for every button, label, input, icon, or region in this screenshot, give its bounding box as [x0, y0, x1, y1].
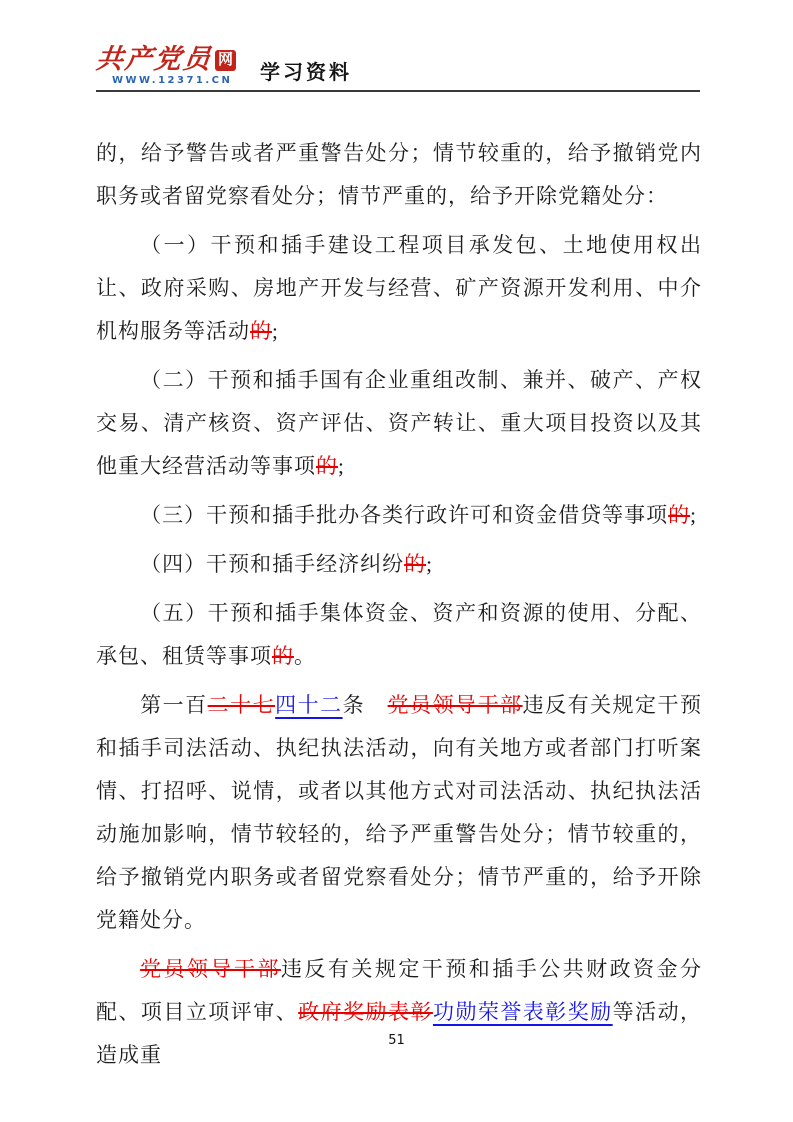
deleted-text-run: 政府奖励表彰 — [298, 1000, 433, 1024]
text-run: 第一百 — [140, 693, 208, 717]
logo-row — [96, 46, 236, 74]
page-number: 51 — [388, 1033, 405, 1048]
paragraph — [96, 592, 702, 678]
logo-url-text: WWW.12371.CN — [112, 75, 233, 86]
text-run: 违反有关规定干预和插手司法活动、执纪执法活动，向有关地方或者部门打听案情、打招呼、说情，或者以其他方式对司法活动、执纪执法活动施加影响，情节较轻的，给予严重警告处分；情节较重的，给予撤销党内职务或者留党察看处分；情节严重的，给予开除党籍处分。 — [96, 693, 703, 932]
paragraph — [96, 543, 702, 586]
text-run: （一）干预和插手建设工程项目承发包、土地使用权出让、政府采购、房地产开发与经营、矿产资源开发利用、中介机构服务等活动 — [96, 233, 702, 343]
text-run: ; — [338, 454, 345, 478]
inserted-text-run: 四十二 — [275, 693, 343, 717]
text-run: 违反有关规定干预和插手公共财政资金分配、项目立项评审、 — [96, 957, 703, 1024]
paragraph — [96, 224, 702, 353]
text-run: （二）干预和插手国有企业重组改制、兼并、破产、产权交易、清产核资、资产评估、资产转让、重大项目投资以及其他重大经营活动等事项 — [96, 368, 702, 478]
paragraph — [96, 359, 702, 488]
paragraph — [96, 684, 702, 942]
deleted-text-run: 的 — [404, 552, 427, 576]
deleted-text-run: 的 — [250, 319, 272, 343]
logo-calligraphy-text: 共产党员 — [94, 44, 214, 75]
text-run: 条 — [342, 693, 388, 717]
inserted-text-run: 功勋荣誉表彰奖励 — [432, 1000, 613, 1024]
text-run: （五）干预和插手集体资金、资产和资源的使用、分配、承包、租赁等事项 — [96, 601, 702, 668]
paragraph — [96, 948, 702, 1077]
deleted-text-run: 的 — [272, 644, 294, 668]
site-logo — [96, 46, 236, 86]
text-run: 。 — [294, 644, 316, 668]
deleted-text-run: 的 — [316, 454, 338, 478]
logo-net-badge-icon: 网 — [215, 50, 236, 71]
text-run: 的，给予警告或者严重警告处分；情节较重的，给予撤销党内职务或者留党察看处分；情节严重的，给予开除党籍处分： — [96, 141, 702, 208]
page-header — [96, 46, 700, 92]
text-run: ; — [690, 503, 697, 527]
header-title: 学习资料 — [260, 62, 352, 84]
text-run: （四）干预和插手经济纠纷 — [140, 552, 405, 576]
deleted-text-run: 的 — [668, 503, 691, 527]
deleted-text-run: 二十七 — [207, 693, 276, 717]
deleted-text-run: 党员领导干部 — [140, 957, 281, 981]
text-run: （三）干预和插手批办各类行政许可和资金借贷等事项 — [140, 503, 669, 527]
text-run: ; — [272, 319, 279, 343]
text-run: 等活动，造成重 — [96, 1000, 703, 1067]
document-body — [96, 132, 702, 1083]
paragraph — [96, 132, 702, 218]
deleted-text-run: 党员领导干部 — [387, 693, 523, 717]
text-run: ; — [426, 552, 433, 576]
paragraph — [96, 494, 702, 537]
